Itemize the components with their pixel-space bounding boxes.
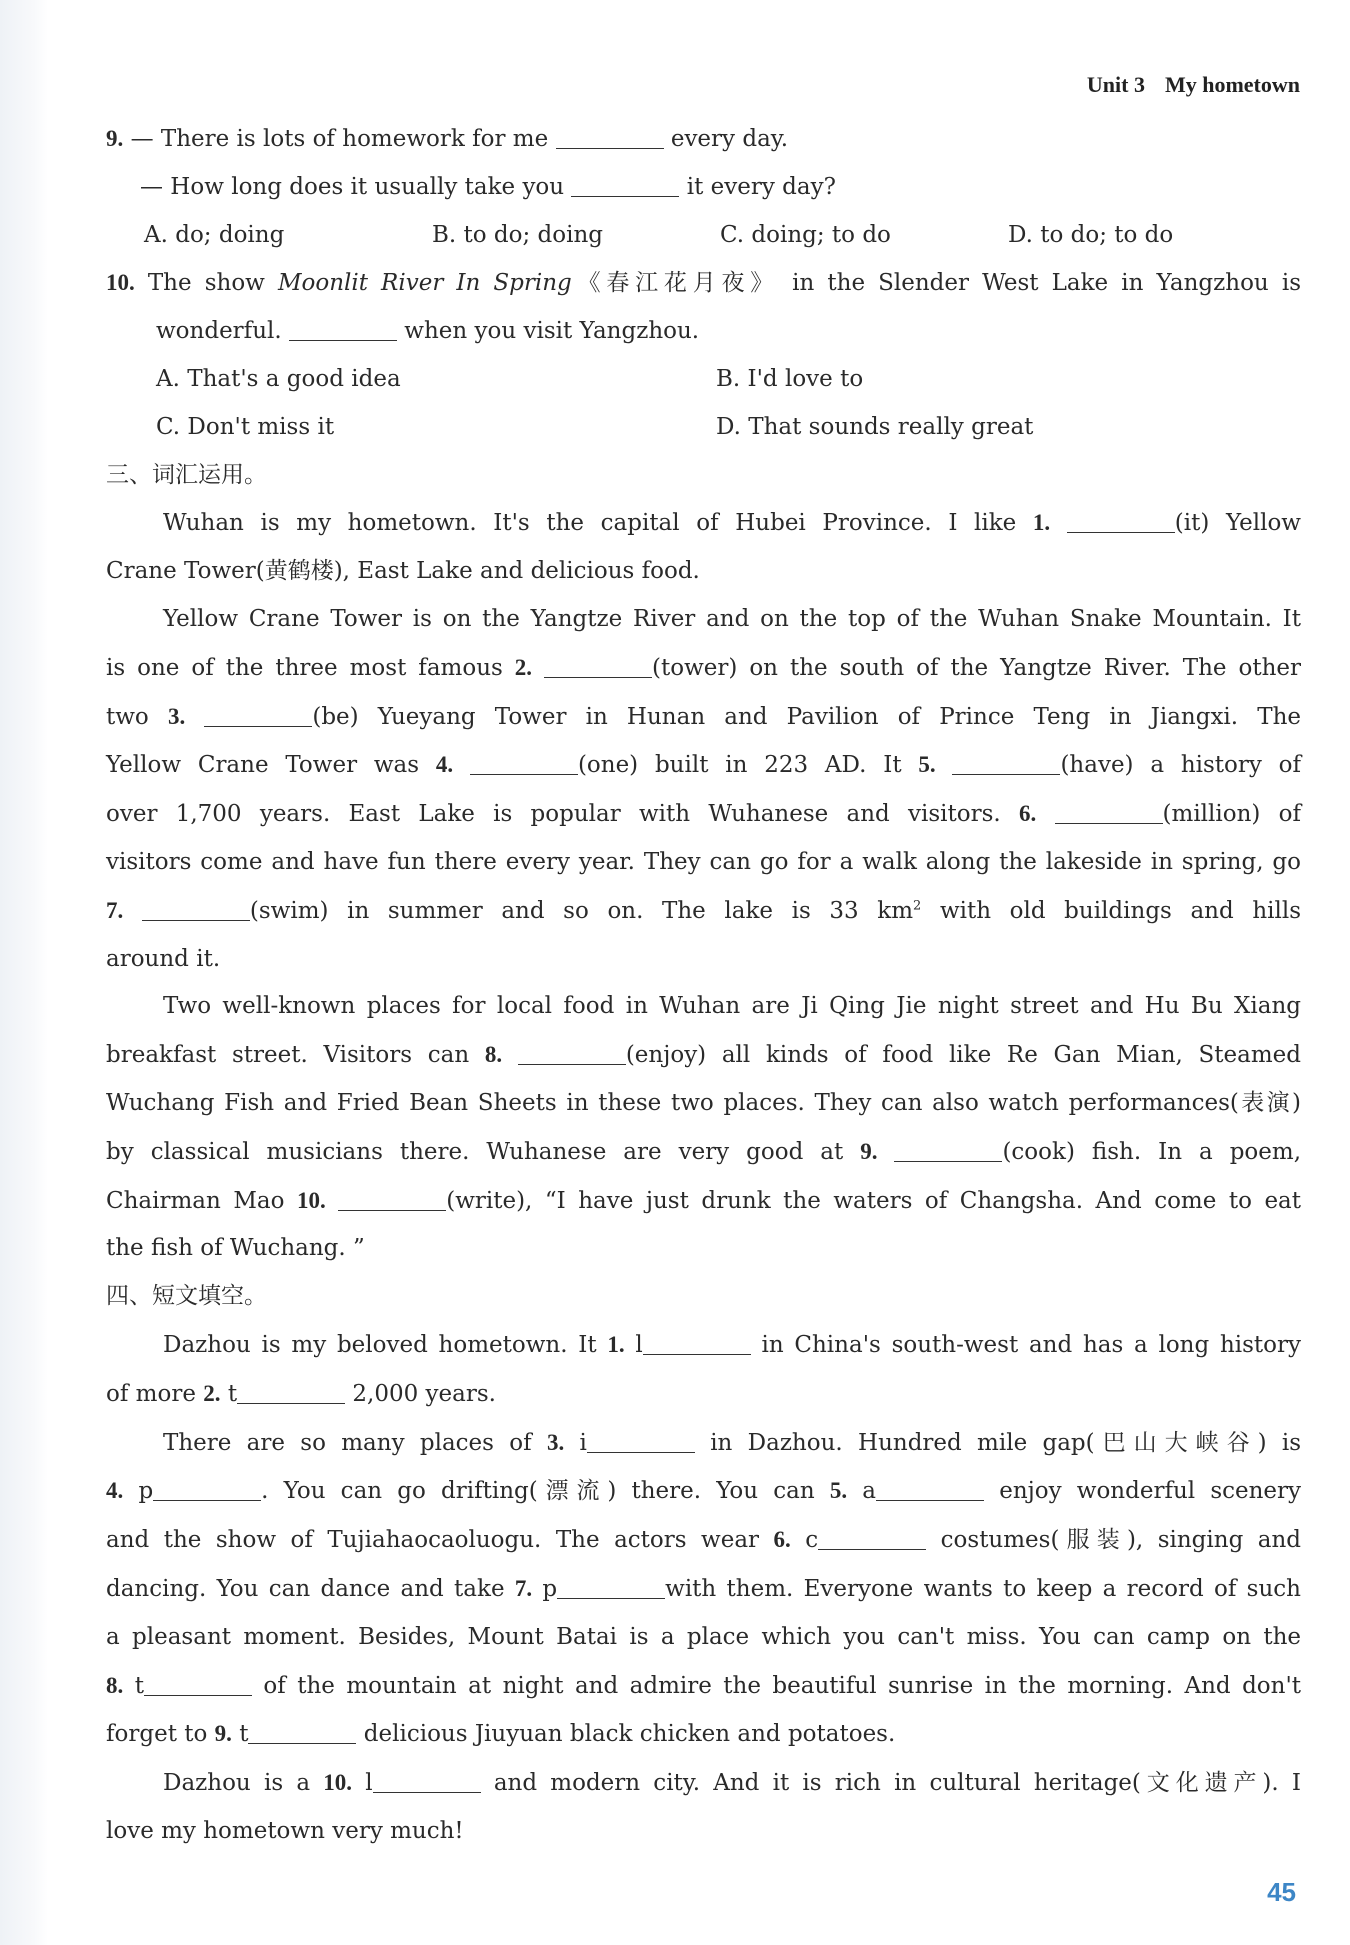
s3-line: Crane Tower(黄鹤楼), East Lake and delicious food.	[106, 558, 700, 585]
unit-label: Unit 3	[1086, 72, 1145, 97]
answer-blank	[204, 724, 312, 727]
page-edge-shadow	[0, 0, 48, 1945]
answer-blank	[373, 1790, 481, 1793]
answer-blank	[144, 1693, 252, 1696]
q10-options-row2	[106, 404, 1301, 452]
answer-blank	[142, 918, 250, 921]
q10-options-row1	[106, 356, 1301, 404]
s3-line: is one of the three most famous 2. (tower) on the south of the Yangtze River. The other	[106, 654, 1301, 681]
q10-option-b: B. I'd love to	[716, 365, 864, 392]
running-header	[1087, 72, 1300, 98]
s3-line: Wuchang Fish and Fried Bean Sheets in these two places. They can also watch performances(表演)	[106, 1089, 1301, 1116]
q9-option-b: B. to do; doing	[432, 221, 604, 248]
answer-blank	[818, 1547, 926, 1550]
s3-line: over 1,700 years. East Lake is popular with Wuhanese and visitors. 6. (million) of	[106, 801, 1302, 828]
q10-line2: wonderful. when you visit Yangzhou.	[156, 318, 700, 345]
s4-line: love my hometown very much!	[106, 1817, 464, 1844]
s4-line: a pleasant moment. Besides, Mount Batai is a place which you can't miss. You can camp on the	[106, 1623, 1301, 1650]
q9-line1: 9. — There is lots of homework for me every day.	[106, 126, 789, 152]
s4-line: of more 2. t 2,000 years.	[106, 1380, 496, 1407]
section-3-heading: 三、词汇运用。	[106, 461, 267, 488]
s4-line: There are so many places of 3. i in Dazhou. Hundred mile gap(巴山大峡谷) is	[163, 1429, 1302, 1456]
q10-option-d: D. That sounds really great	[716, 413, 1034, 440]
s3-line: Wuhan is my hometown. It's the capital of Hubei Province. I like 1. (it) Yellow	[163, 510, 1301, 537]
answer-blank	[1055, 821, 1163, 824]
s4-line: 4. p . You can go drifting(漂流) there. You can 5. a enjoy wonderful scenery	[106, 1478, 1302, 1505]
s3-line: Two well-known places for local food in Wuhan are Ji Qing Jie night street and Hu Bu Xiang	[163, 993, 1301, 1020]
q9-option-c: C. doing; to do	[720, 221, 891, 248]
q9-option-d: D. to do; to do	[1008, 221, 1174, 248]
unit-title: My hometown	[1164, 72, 1300, 97]
q9-option-a: A. do; doing	[144, 221, 285, 248]
answer-blank	[237, 1401, 345, 1404]
s3-line: by classical musicians there. Wuhanese are very good at 9. (cook) fish. In a poem,	[106, 1138, 1302, 1165]
s3-line: Yellow Crane Tower was 4. (one) built in 223 AD. It 5. (have) a history of	[106, 752, 1302, 779]
s3-line: Yellow Crane Tower is on the Yangtze River and on the top of the Wuhan Snake Mountain. It	[163, 605, 1301, 632]
answer-blank	[643, 1352, 751, 1355]
answer-blank	[876, 1498, 984, 1501]
answer-blank	[470, 772, 578, 775]
s3-line: the fish of Wuchang. ”	[106, 1235, 365, 1262]
answer-blank	[544, 675, 652, 678]
s4-line: Dazhou is a 10. l and modern city. And it is rich in cultural heritage(文化遗产). I	[163, 1770, 1301, 1797]
page-number: 45	[1267, 1877, 1296, 1907]
answer-blank	[952, 772, 1060, 775]
answer-blank	[556, 146, 664, 149]
worksheet-content	[106, 115, 1301, 1856]
s3-line: Chairman Mao 10. (write), “I have just drunk the waters of Changsha. And come to eat	[106, 1187, 1302, 1214]
q10-line1: 10. The show Moonlit River In Spring《春江花月夜》 in the Slender West Lake in Yangzhou is	[106, 270, 1301, 297]
q10-option-a: A. That's a good idea	[156, 365, 401, 392]
s3-line: two 3. (be) Yueyang Tower in Hunan and Pavilion of Prince Teng in Jiangxi. The	[106, 703, 1302, 730]
s3-line: around it.	[106, 945, 221, 972]
s3-line: 7. (swim) in summer and so on. The lake is 33 $km^2$ with old buildings and hills	[106, 897, 1302, 924]
s4-line: Dazhou is my beloved hometown. It 1. l in China's south-west and has a long history	[163, 1331, 1302, 1358]
s3-line: visitors come and have fun there every year. They can go for a walk along the lakeside in spring, go	[106, 848, 1301, 875]
s4-line: forget to 9. t delicious Jiuyuan black chicken and potatoes.	[106, 1721, 896, 1748]
q9-options	[106, 212, 1301, 260]
answer-blank	[338, 1208, 446, 1211]
q10-option-c: C. Don't miss it	[156, 413, 335, 440]
answer-blank	[518, 1062, 626, 1065]
answer-blank	[289, 338, 397, 341]
answer-blank	[571, 194, 679, 197]
show-title: Moonlit River In Spring	[277, 270, 572, 297]
answer-blank	[587, 1450, 695, 1453]
answer-blank	[557, 1596, 665, 1599]
s4-line: and the show of Tujiahaocaoluogu. The actors wear 6. c costumes(服装), singing and	[106, 1527, 1302, 1554]
answer-blank	[153, 1498, 261, 1501]
answer-blank	[1067, 530, 1175, 533]
q10-number: 10.	[106, 270, 135, 296]
answer-blank	[894, 1159, 1002, 1162]
s4-line: dancing. You can dance and take 7. p with them. Everyone wants to keep a record of such	[106, 1575, 1301, 1602]
q9-line2: — How long does it usually take you it every day?	[140, 173, 836, 200]
section-4-heading: 四、短文填空。	[106, 1283, 267, 1310]
s3-line: breakfast street. Visitors can 8. (enjoy) all kinds of food like Re Gan Mian, Steamed	[106, 1042, 1302, 1069]
q9-number: 9.	[106, 126, 124, 151]
s4-line: 8. t of the mountain at night and admire the beautiful sunrise in the morning. And don't	[106, 1672, 1302, 1699]
answer-blank	[248, 1741, 356, 1744]
